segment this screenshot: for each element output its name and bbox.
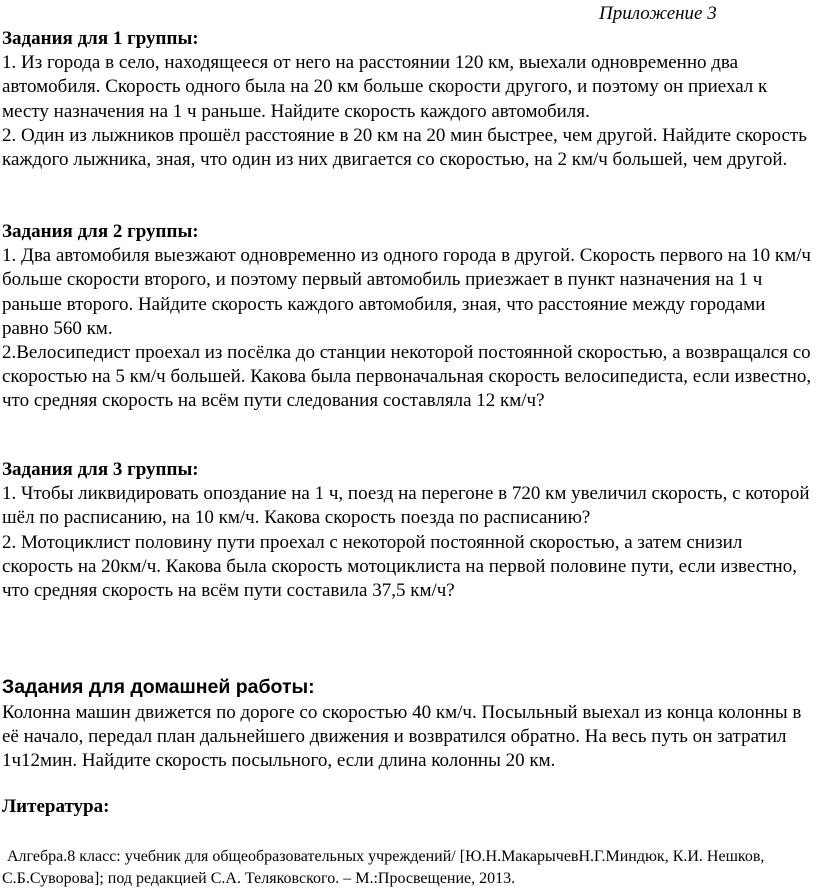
- group-3-task-2: 2. Мотоциклист половину пути проехал с некоторой постоянной скоростью, а затем снизил скорость на 20км/ч. Какова была скорость мотоциклиста на первой половине пути, если известно, что средняя скорость на всём пути составила 37,5 км/ч?: [2, 531, 797, 602]
- group-3-title: Задания для 3 группы:: [2, 459, 199, 480]
- group-2-task-1: 1. Два автомобиля выезжают одновременно из одного города в другой. Скорость первого на 10 км/ч больше скорости второго, и поэтому первый автомобиль приезжает в пункт назначения на 1 ч раньше второго. Найдите скорость каждого автомобиля, зная, что расстояние между городами равно 560 км.: [2, 245, 811, 339]
- group-2-section: [2, 220, 814, 414]
- literature-text: Алгебра.8 класс: учебник для общеобразовательных учреждений/ [Ю.Н.МакарычевН.Г.Миндюк, К.И. Нешков, С.Б.Суворова]; под редакцией С.А. Теляковского. – М.:Просвещение, 2013.: [2, 848, 765, 887]
- group-1-section: [2, 27, 814, 172]
- group-2-task-2: 2.Велосипедист проехал из посёлка до станции некоторой постоянной скоростью, а возвращался со скоростью на 5 км/ч большей. Какова была первоначальная скорость велосипедиста, если известно, что средняя скорость на всём пути следования составляла 12 км/ч?: [2, 342, 812, 412]
- group-1-task-2: 2. Один из лыжников прошёл расстояние в 20 км на 20 мин быстрее, чем другой. Найдите скорость каждого лыжника, зная, что один из них двигается со скоростью, на 2 км/ч большей, чем другой.: [2, 124, 807, 171]
- group-3-task-1: 1. Чтобы ликвидировать опоздание на 1 ч, поезд на перегоне в 720 км увеличил скорость, с которой шёл по расписанию, на 10 км/ч. Какова скорость поезда по расписанию?: [2, 483, 810, 529]
- group-1-title: Задания для 1 группы:: [2, 28, 199, 49]
- homework-title: Задания для домашней работы:: [2, 676, 315, 698]
- group-2-title: Задания для 2 группы:: [2, 221, 199, 242]
- group-1-task-1: 1. Из города в село, находящееся от него на расстоянии 120 км, выехали одновременно два автомобиля. Скорость одного была на 20 км больше скорости другого, и поэтому он приехал к месту назначения на 1 ч раньше. Найдите скорость каждого автомобиля.: [2, 52, 768, 122]
- literature-title: Литература:: [2, 796, 110, 817]
- group-3-section: [2, 458, 814, 603]
- appendix-label: Приложение 3: [599, 3, 717, 24]
- homework-text: Колонна машин движется по дороге со скоростью 40 км/ч. Посыльный выехал из конца колонны в её начало, передал план дальнейшего движения и возвратился обратно. На весь путь он затратил 1ч12мин. Найдите скорость посыльного, если длина колонны 20 км.: [2, 702, 802, 772]
